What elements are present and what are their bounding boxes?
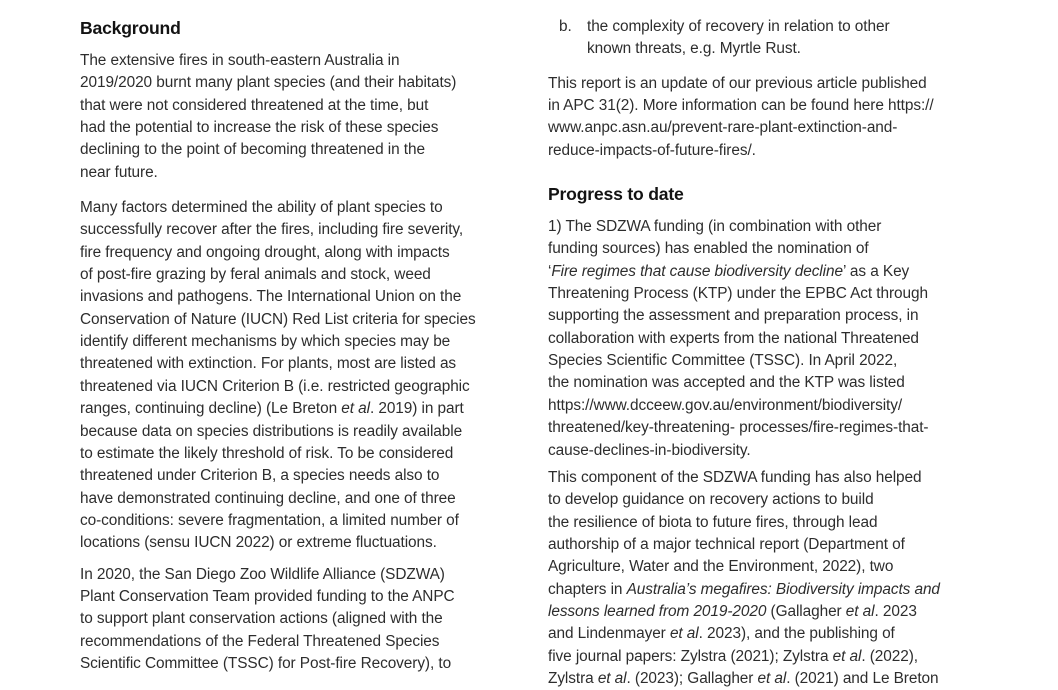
paragraph-background-3: In 2020, the San Diego Zoo Wildlife Alliance (SDZWA) Plant Conservation Team provided funding to the ANPC to support plant conservation actions (aligned with the recommendations of the Federal Threatened Species Scientific Committee (TSSC) for Post-fire Recovery), to [80, 565, 455, 672]
paragraph-background-1: The extensive fires in south-eastern Australia in 2019/2020 burnt many plant species (and their habitats) that were not considered threatened at the time, but had the potential to increase the risk of these species declining to the point of becoming threatened in the near future. [80, 52, 457, 181]
list-marker: b. [559, 18, 572, 35]
left-column [80, 0, 532, 675]
section-heading-background: Background [80, 18, 181, 38]
paragraph-report-update: This report is an update of our previous article published in APC 31(2). More information can be found here https:// www.anpc.asn.au/prevent-rare-plant-extinction-and- reduce-impacts-of-future-fires/. [548, 74, 934, 159]
paragraph-progress-1: 1) The SDZWA funding (in combination with other funding sources) has enabled the nomination of ‘Fire regimes that cause biodiversity decline’ as a Key Threatening Process (KTP) under the EPBC Act through supporting the assessment and preparation process, in collaboration with experts from the national Threatened Species Scientific Committee (TSSC). In April 2022, the nomination was accepted and the KTP was listed https://www.dcceew.gov.au/environment/biodiversity/ threatened/key-threatening- processes/fire-regimes-that- cause-declines-in-biodiversity. [548, 218, 929, 459]
paragraph-progress-2: This component of the SDZWA funding has also helped to develop guidance on recovery actions to build the resilience of biota to future fires, through lead authorship of a major technical report (Department of Agriculture, Water and the Environment, 2022), two chapters in Australia’s megafires: Biodiversity impacts and lessons learned from 2019-2020 (Gallagher et al. 2023 and Lindenmayer et al. 2023), and the publishing of five journal papers: Zylstra (2021); Zylstra et al. (2022), Zylstra et al. (2023); Gallagher et al. (2021) and Le Breton [548, 468, 940, 687]
list-item-b [548, 16, 1000, 61]
right-column [548, 0, 1000, 690]
paragraph-background-2: Many factors determined the ability of plant species to successfully recover after the fires, including fire severity, fire frequency and ongoing drought, along with impacts of post-fire grazing by feral animals and stock, weed invasions and pathogens. The International Union on the Conservation of Nature (IUCN) Red List criteria for species identify different mechanisms by which species may be threatened with extinction. For plants, most are listed as threatened via IUCN Criterion B (i.e. restricted geographic ranges, continuing decline) (Le Breton et al. 2019) in part because data on species distributions is readily available to estimate the likely threshold of risk. To be considered threatened under Criterion B, a species needs also to have demonstrated continuing decline, and one of three co-conditions: severe fragmentation, a limited number of locations (sensu IUCN 2022) or extreme fluctuations. [80, 199, 476, 552]
list-item-text: the complexity of recovery in relation to other known threats, e.g. Myrtle Rust. [587, 18, 890, 58]
section-heading-progress: Progress to date [548, 184, 684, 205]
